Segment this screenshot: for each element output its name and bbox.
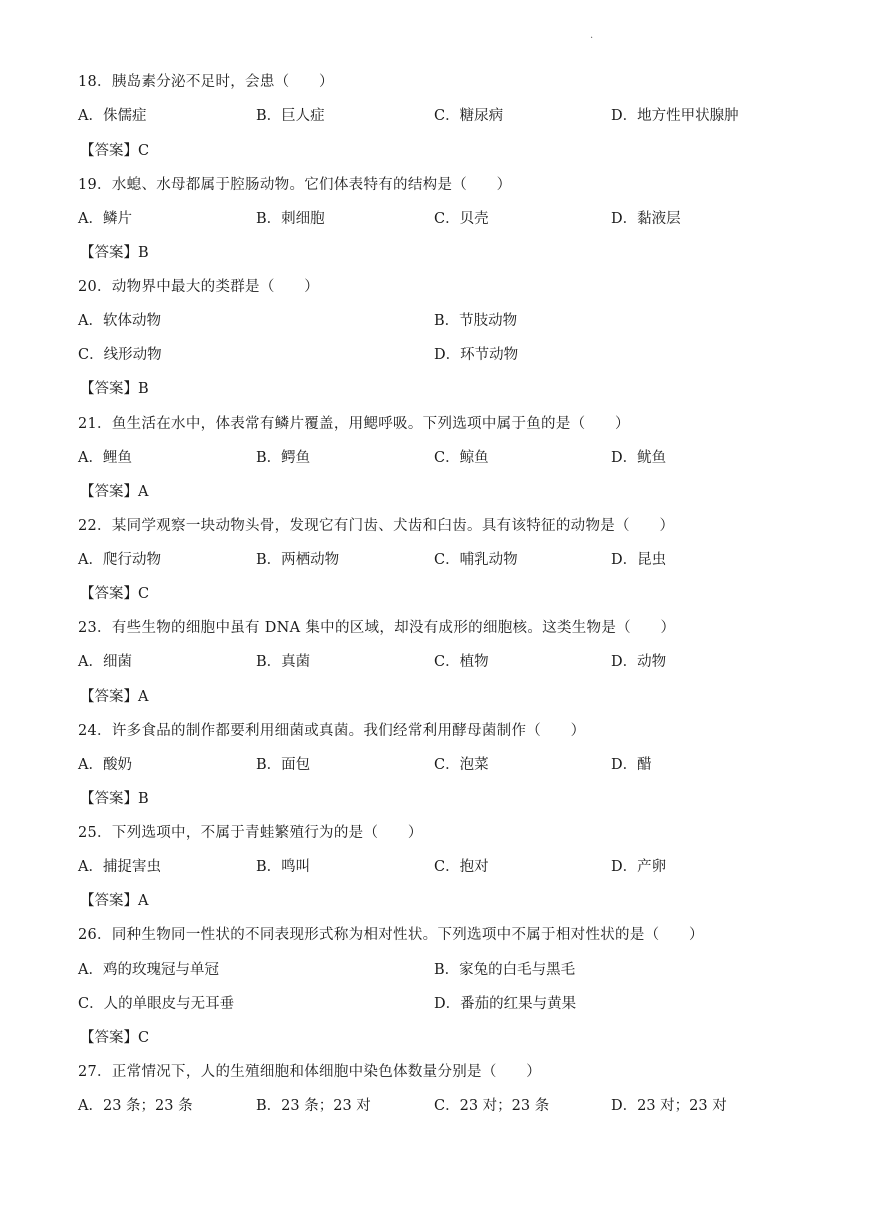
option-24-c: C．泡菜 (434, 757, 489, 773)
option-21-d: D．鱿鱼 (611, 450, 667, 466)
question-19: 19．水螅、水母都属于腔肠动物。它们体表特有的结构是（ ） (78, 177, 512, 193)
option-18-a: A．侏儒症 (78, 108, 147, 124)
option-26-d: D．番茄的红果与黄果 (434, 996, 577, 1012)
question-23: 23．有些生物的细胞中虽有 DNA 集中的区域，却没有成形的细胞核。这类生物是（ ） (78, 620, 676, 636)
option-22-d: D．昆虫 (611, 552, 667, 568)
question-24: 24．许多食品的制作都要利用细菌或真菌。我们经常利用酵母菌制作（ ） (78, 723, 586, 739)
option-23-c: C．植物 (434, 654, 489, 670)
option-19-b: B．刺细胞 (256, 211, 325, 227)
answer-label: 【答案】 (80, 1030, 138, 1046)
option-23-a: A．细菌 (78, 654, 132, 670)
answer-label: 【答案】 (80, 245, 138, 261)
option-25-d: D．产卵 (611, 859, 667, 875)
option-22-c: C．哺乳动物 (434, 552, 518, 568)
answer-18 (80, 140, 149, 162)
answer-20 (80, 378, 149, 400)
answer-24 (80, 788, 149, 810)
answer-26 (80, 1027, 149, 1049)
answer-value: B (138, 381, 149, 397)
answer-21 (80, 481, 148, 503)
option-26-b: B．家兔的白毛与黑毛 (434, 962, 576, 978)
answer-22 (80, 583, 149, 605)
option-25-c: C．抱对 (434, 859, 489, 875)
answer-value: A (138, 689, 149, 705)
option-25-b: B．鸣叫 (256, 859, 311, 875)
option-18-c: C．糖尿病 (434, 108, 504, 124)
option-27-a: A．23 条；23 条 (78, 1098, 193, 1114)
option-27-b: B．23 条；23 对 (256, 1098, 371, 1114)
option-21-c: C．鲸鱼 (434, 450, 489, 466)
option-20-a: A．软体动物 (78, 313, 161, 329)
question-21: 21．鱼生活在水中，体表常有鳞片覆盖，用鳃呼吸。下列选项中属于鱼的是（ ） (78, 416, 630, 432)
answer-25 (80, 890, 148, 912)
option-22-a: A．爬行动物 (78, 552, 161, 568)
question-25: 25．下列选项中，不属于青蛙繁殖行为的是（ ） (78, 825, 423, 841)
option-18-b: B．巨人症 (256, 108, 325, 124)
answer-19 (80, 242, 149, 264)
option-22-b: B．两栖动物 (256, 552, 340, 568)
option-21-b: B．鳄鱼 (256, 450, 311, 466)
option-21-a: A．鲤鱼 (78, 450, 132, 466)
option-20-b: B．节肢动物 (434, 313, 518, 329)
question-20: 20．动物界中最大的类群是（ ） (78, 279, 320, 295)
answer-label: 【答案】 (80, 586, 138, 602)
answer-value: B (138, 245, 149, 261)
question-22: 22．某同学观察一块动物头骨，发现它有门齿、犬齿和臼齿。具有该特征的动物是（ ） (78, 518, 675, 534)
option-18-d: D．地方性甲状腺肿 (611, 108, 739, 124)
question-26: 26．同种生物同一性状的不同表现形式称为相对性状。下列选项中不属于相对性状的是（ ） (78, 927, 704, 943)
question-18: 18．胰岛素分泌不足时，会患（ ） (78, 74, 334, 90)
header-mark: . (590, 30, 594, 41)
option-20-c: C．线形动物 (78, 347, 162, 363)
option-26-a: A．鸡的玫瑰冠与单冠 (78, 962, 219, 978)
option-24-b: B．面包 (256, 757, 311, 773)
option-24-d: D．醋 (611, 757, 652, 773)
answer-value: B (138, 791, 149, 807)
answer-label: 【答案】 (80, 484, 138, 500)
answer-value: C (138, 143, 150, 159)
option-23-d: D．动物 (611, 654, 667, 670)
question-27: 27．正常情况下，人的生殖细胞和体细胞中染色体数量分别是（ ） (78, 1064, 542, 1080)
option-27-c: C．23 对；23 条 (434, 1098, 550, 1114)
option-19-a: A．鳞片 (78, 211, 132, 227)
answer-value: C (138, 586, 150, 602)
option-23-b: B．真菌 (256, 654, 311, 670)
answer-label: 【答案】 (80, 893, 138, 909)
answer-value: A (138, 893, 149, 909)
answer-label: 【答案】 (80, 143, 138, 159)
answer-23 (80, 686, 148, 708)
option-25-a: A．捕捉害虫 (78, 859, 161, 875)
option-24-a: A．酸奶 (78, 757, 132, 773)
answer-label: 【答案】 (80, 791, 138, 807)
answer-label: 【答案】 (80, 381, 138, 397)
option-19-c: C．贝壳 (434, 211, 489, 227)
option-26-c: C．人的单眼皮与无耳垂 (78, 996, 235, 1012)
answer-label: 【答案】 (80, 689, 138, 705)
answer-value: C (138, 1030, 150, 1046)
option-20-d: D．环节动物 (434, 347, 519, 363)
option-27-d: D．23 对；23 对 (611, 1098, 727, 1114)
option-19-d: D．黏液层 (611, 211, 681, 227)
answer-value: A (138, 484, 149, 500)
